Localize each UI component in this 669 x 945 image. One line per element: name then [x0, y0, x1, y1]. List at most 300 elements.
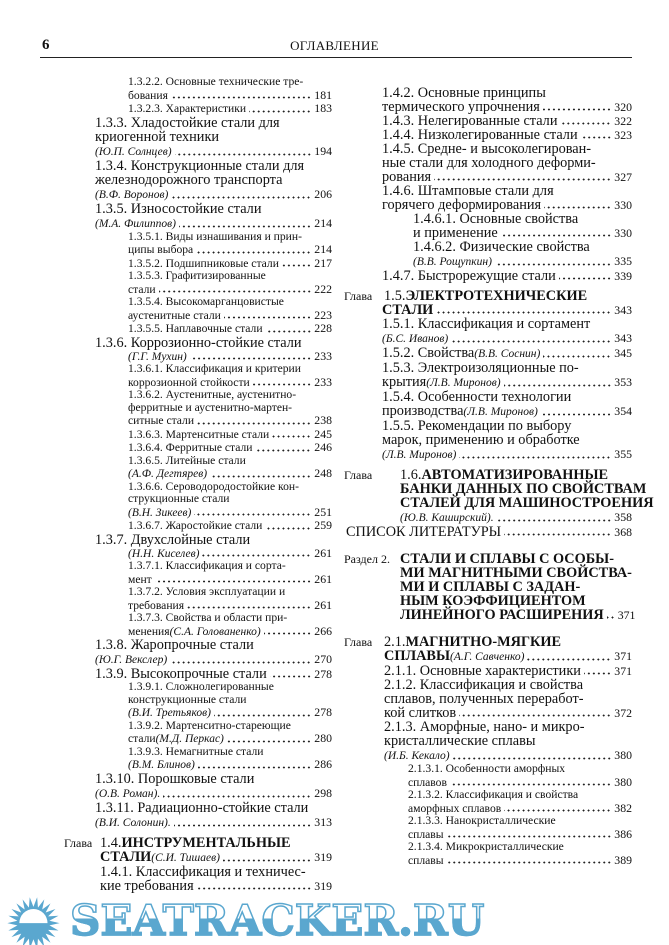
toc-entry-line	[340, 114, 632, 128]
toc-entry-line	[60, 376, 332, 390]
entry-title: крытия	[382, 374, 427, 390]
page-ref: 313	[314, 814, 332, 829]
page-ref: 339	[614, 269, 632, 283]
entry-title: 1.3.5. Износостойкие стали	[95, 200, 262, 217]
entry-title: кие требования	[100, 877, 194, 894]
entry-title: производства	[382, 403, 464, 419]
toc-text-line	[60, 402, 332, 415]
chapter-label: Глава	[344, 468, 373, 482]
toc-entry-line	[60, 187, 332, 202]
toc-entry-line	[340, 802, 632, 816]
dot-leader	[170, 661, 311, 664]
chapter-label: Раздел 2.	[344, 552, 390, 566]
toc-entry-line	[340, 346, 632, 361]
page-ref: 270	[314, 652, 332, 666]
page-ref: 322	[614, 114, 632, 128]
page-ref: 380	[614, 774, 632, 789]
entry-title: 1.3.7.1. Классификация и сорта-	[128, 559, 286, 572]
page-ref: 386	[614, 826, 632, 841]
entry-title: 1.4.2. Основные принципы	[382, 85, 546, 101]
page-ref: 228	[314, 321, 332, 335]
page-ref: 251	[314, 504, 332, 519]
toc-text-line	[340, 142, 632, 156]
page-ref: 259	[314, 518, 332, 532]
dot-leader	[544, 206, 611, 209]
dot-leader	[447, 861, 612, 864]
toc-text-line	[60, 694, 332, 707]
page-ref: 217	[314, 255, 332, 270]
toc-text-line	[340, 552, 632, 566]
toc-entry-line	[60, 599, 332, 613]
entry-author: (М.Д. Перкас)	[155, 733, 224, 745]
entry-title: стали	[128, 282, 156, 296]
page-ref: 353	[614, 375, 632, 389]
dot-leader	[270, 675, 312, 678]
entry-title: ные стали для холодного деформи-	[382, 155, 596, 171]
entry-title: сплавов, полученных переработ-	[384, 691, 584, 707]
toc-text-line	[340, 481, 647, 497]
toc-text-line	[340, 720, 632, 734]
entry-author: (Л.В. Миронов)	[382, 449, 457, 461]
toc-entry-line	[340, 170, 632, 184]
sun-rays	[7, 897, 59, 945]
entry-title: сплавы	[408, 853, 444, 867]
toc-entry-line	[340, 447, 632, 462]
entry-author: (В.В. Рощупкин)	[413, 256, 492, 268]
dot-leader	[504, 809, 611, 812]
entry-title: 2.1.2. Классификация и свойства	[384, 677, 584, 693]
page-ref: 206	[314, 186, 332, 201]
entry-title: 1.3.6.3. Мартенситные стали	[128, 427, 270, 441]
entry-title: кристаллические сплавы	[384, 733, 536, 749]
toc-entry-line	[60, 625, 332, 639]
page-ref: 327	[614, 170, 632, 184]
toc-entry-line	[60, 506, 332, 520]
toc-entry-line	[60, 322, 332, 336]
toc-text-line	[60, 336, 332, 350]
toc-text-line	[60, 270, 332, 283]
entry-author: (В.И. Третьяков)	[128, 707, 211, 719]
toc-text-line	[340, 841, 632, 854]
page-ref: 278	[314, 705, 332, 719]
dot-leader	[187, 606, 311, 609]
page-ref: 330	[614, 226, 632, 240]
entry-title: горячего деформирования	[382, 197, 542, 213]
toc-entry-line	[340, 331, 632, 346]
entry-title: 1.3.5.4. Высокомарганцовистые	[128, 295, 284, 308]
entry-title: 2.1.3.2. Классификация и свойства	[408, 788, 579, 801]
entry-title: менения	[128, 624, 170, 638]
page-ref: 358	[614, 510, 632, 524]
dot-leader	[459, 714, 611, 717]
entry-title: аустенитные стали	[128, 308, 221, 322]
toc-entry-line	[340, 375, 632, 390]
page-ref: 181	[314, 87, 332, 102]
page-ref: 222	[314, 281, 332, 296]
entry-title-bold: ЛИНЕЙНОГО РАСШИРЕНИЯ	[400, 607, 604, 623]
toc-entry-line	[340, 510, 632, 525]
dot-leader	[266, 330, 312, 333]
dot-leader	[249, 110, 311, 113]
entry-title: 1.5.1. Классификация и сортамент	[382, 316, 591, 332]
entry-title: марок, применению и обработке	[382, 432, 580, 448]
toc-text-line	[60, 173, 332, 187]
toc-text-line	[60, 493, 332, 506]
entry-title: 1.5.5. Рекомендации по выбору	[382, 418, 572, 434]
toc-entry-line	[60, 216, 332, 231]
dot-leader	[194, 513, 311, 516]
entry-title: 2.1.3.3. Нанокристаллические	[408, 814, 556, 827]
entry-title: 1.3.5.1. Виды изнашивания и прин-	[128, 229, 302, 243]
toc-left-column	[60, 76, 332, 893]
toc-text-line	[340, 419, 632, 433]
toc-text-line	[340, 763, 632, 776]
toc-entry-line	[60, 309, 332, 323]
toc-entry-line	[60, 102, 332, 116]
toc-text-line	[60, 836, 332, 850]
toc-entry-line	[60, 467, 332, 481]
entry-title: криогенной техники	[95, 128, 220, 145]
page-ref: 246	[314, 440, 332, 454]
toc-entry-line	[60, 573, 332, 587]
dot-leader	[202, 554, 311, 557]
watermark-text: SEATRACKER.RU	[70, 896, 485, 945]
entry-title-bold: МИ МАГНИТНЫМИ СВОЙСТВА-	[400, 565, 632, 581]
toc-text-line	[340, 289, 632, 303]
toc-entry-line	[340, 664, 632, 678]
page-ref: 280	[314, 731, 332, 745]
dot-leader	[265, 527, 311, 530]
entry-author: (С.И. Тишаев)	[151, 851, 220, 864]
entry-title: 2.1.1. Основные характеристики	[384, 663, 581, 679]
toc-entry-line	[60, 732, 332, 746]
entry-title: 1.4.3. Нелегированные стали	[382, 113, 558, 129]
dot-leader	[196, 251, 311, 254]
toc-text-line	[60, 455, 332, 468]
entry-title: 1.3.11. Радиационно-стойкие стали	[95, 799, 309, 816]
toc-text-line	[340, 566, 632, 580]
dot-leader	[175, 153, 312, 156]
toc-entry-line	[340, 254, 632, 269]
toc-entry-line	[60, 815, 332, 830]
dot-leader	[174, 824, 312, 827]
dot-leader	[159, 290, 312, 293]
toc-text-line	[340, 692, 632, 706]
entry-author: (С.А. Голованенко)	[169, 625, 261, 638]
page-ref: 354	[614, 404, 632, 418]
page-ref: 233	[314, 348, 332, 363]
entry-title: 1.3.5.2. Подшипниковые стали	[128, 256, 279, 270]
entry-title: железнодорожного транспорта	[95, 171, 283, 188]
entry-title-bold: СТАЛИ И СПЛАВЫ С ОСОБЫ-	[400, 551, 614, 567]
entry-title-bold: ЭЛЕКТРОТЕХНИЧЕСКИЕ	[405, 288, 588, 304]
toc-entry-line	[60, 89, 332, 103]
dot-leader	[282, 264, 311, 267]
toc-text-line	[60, 746, 332, 759]
page-ref: 343	[614, 303, 632, 317]
entry-title: кой слитков	[384, 705, 457, 721]
dot-leader	[255, 449, 311, 452]
chapter-label: Глава	[64, 835, 93, 850]
page-ref: 233	[314, 374, 332, 389]
entry-title: 1.3.2.3. Характеристики	[128, 102, 247, 115]
toc-entry-line	[60, 441, 332, 455]
dot-leader	[543, 355, 611, 358]
toc-entry-line	[340, 100, 632, 114]
entry-author: (Ю.Г. Векслер)	[95, 654, 168, 666]
toc-entry-line	[60, 850, 332, 865]
entry-title: 1.5.3. Электроизоляционные по-	[382, 360, 579, 376]
toc-entry-line	[340, 748, 632, 763]
page-ref: 319	[314, 878, 332, 893]
toc-entry-line	[340, 776, 632, 790]
toc-entry-line	[60, 257, 332, 271]
page-ref: 261	[314, 545, 332, 560]
page-ref: 278	[314, 667, 332, 681]
toc-text-line	[340, 789, 632, 802]
toc-text-line	[340, 156, 632, 170]
toc-text-line	[60, 772, 332, 786]
toc-entry-line	[60, 144, 332, 159]
toc-text-line	[60, 681, 332, 694]
toc-entry-line	[340, 269, 632, 283]
page-ref: 371	[614, 664, 632, 678]
dot-leader	[501, 234, 612, 237]
page-ref: 298	[314, 785, 332, 800]
page-ref: 372	[614, 706, 632, 720]
page-ref: 371	[614, 649, 632, 663]
dot-leader	[584, 672, 611, 675]
page-ref: 355	[614, 447, 632, 461]
entry-author: (В.Н. Зикеев)	[128, 506, 192, 519]
page-ref: 380	[614, 748, 632, 762]
entry-author: (Н.Н. Киселев)	[128, 547, 200, 560]
dot-leader	[179, 225, 311, 228]
dot-leader	[224, 316, 311, 319]
entry-title: 1.3.9.2. Мартенситно-стареющие	[128, 718, 291, 732]
entry-title-bold: МАГНИТНО-МЯГКИЕ	[405, 634, 562, 650]
toc-text-line	[60, 865, 332, 879]
dot-leader	[155, 580, 312, 583]
entry-author: (М.А. Филиппов)	[95, 217, 176, 230]
dot-leader	[527, 658, 611, 661]
entry-title-bold: МИ И СПЛАВЫ С ЗАДАН-	[400, 579, 581, 595]
toc-entry-line	[340, 854, 632, 868]
toc-text-line	[340, 594, 632, 608]
toc-text-line	[60, 76, 332, 89]
entry-title: 1.5.	[384, 288, 406, 304]
page-ref: 238	[314, 413, 332, 427]
entry-author: (Г.Г. Мухин)	[128, 350, 187, 363]
page-ref: 343	[614, 331, 632, 345]
page-number: 6	[42, 37, 50, 53]
entry-title: 1.3.6.7. Жаростойкие стали	[128, 519, 263, 532]
dot-leader	[497, 519, 612, 522]
entry-title-bold: СТАЛИ	[100, 848, 152, 865]
toc-entry-line	[340, 706, 632, 720]
entry-author: (И.Б. Кекало)	[384, 750, 450, 762]
entry-title: 1.5.4. Особенности технологии	[382, 389, 572, 405]
page-ref: 261	[314, 597, 332, 612]
toc-text-line	[340, 678, 632, 692]
entry-title: 1.3.10. Порошковые стали	[95, 770, 255, 787]
page-ref: 248	[314, 466, 332, 480]
dot-leader	[453, 757, 612, 760]
page-ref: 371	[617, 608, 636, 622]
sun-logo-icon	[6, 897, 64, 945]
entry-title: 1.3.6.4. Ферритные стали	[128, 441, 253, 454]
page-ref: 389	[614, 852, 632, 867]
toc-text-line	[340, 635, 632, 649]
dot-leader	[163, 795, 311, 798]
entry-title: требования	[128, 598, 185, 612]
dot-leader	[559, 277, 612, 280]
entry-title: 2.1.3.1. Особенности аморфных	[408, 762, 566, 775]
page-ref: 320	[614, 100, 632, 114]
toc-text-line	[60, 231, 332, 244]
entry-title: 1.4.6. Штамповые стали для	[382, 183, 554, 199]
entry-author: (Ю.П. Солнцев)	[95, 145, 172, 158]
toc-text-line	[340, 390, 632, 404]
entry-title: 1.4.4. Низколегированные стали	[382, 127, 578, 143]
page-ref: 286	[314, 757, 332, 771]
toc-entry-line	[60, 652, 332, 667]
entry-title: 1.3.3. Хладостойкие стали для	[95, 114, 280, 131]
entry-title: 1.4.	[100, 834, 122, 851]
entry-title: 1.3.4. Конструкционные стали для	[95, 157, 305, 174]
toc-text-line	[60, 720, 332, 733]
entry-author: (Л.В. Миронов)	[463, 406, 538, 418]
toc-entry-line	[340, 226, 632, 240]
entry-title: 1.3.9.3. Немагнитные стали	[128, 744, 264, 758]
dot-leader	[543, 108, 611, 111]
entry-title: бования	[128, 88, 168, 102]
entry-author: (А.Ф. Дегтярев)	[128, 468, 208, 480]
entry-title: 1.3.5.3. Графитизированные	[128, 269, 266, 282]
dot-leader	[607, 616, 615, 619]
dot-leader	[451, 340, 611, 343]
dot-leader	[197, 887, 312, 890]
toc-text-line	[60, 586, 332, 599]
dot-leader	[253, 383, 312, 386]
entry-title-bold: СПЛАВЫ	[384, 648, 450, 664]
entry-title: ситные стали	[128, 414, 195, 427]
dot-leader	[504, 533, 611, 536]
page-ref: 382	[614, 800, 632, 815]
toc-text-line	[60, 130, 332, 144]
entry-title: ципы выбора	[128, 243, 194, 256]
entry-title-bold: АВТОМАТИЗИРОВАННЫЕ	[421, 467, 609, 483]
dot-leader	[447, 835, 612, 838]
entry-title: 1.6.	[400, 467, 422, 483]
page-ref: 214	[314, 242, 332, 256]
entry-title: конструкционные стали	[128, 692, 247, 706]
entry-title: 1.3.7.2. Условия эксплуатации и	[128, 585, 286, 598]
entry-title: 1.3.5.5. Наплавочные стали	[128, 322, 263, 335]
toc-entry-line	[60, 879, 332, 893]
entry-title: СПИСОК ЛИТЕРАТУРЫ	[346, 524, 502, 540]
dot-leader	[541, 413, 612, 416]
toc-entry-line	[60, 758, 332, 772]
dot-leader	[434, 178, 611, 181]
entry-author: (В.И. Солонин).	[95, 816, 171, 829]
dot-leader	[210, 475, 311, 478]
dot-leader	[171, 96, 311, 99]
toc-text-line	[60, 801, 332, 815]
dot-leader	[264, 632, 312, 635]
entry-author: (В.В. Соснин)	[474, 348, 541, 360]
entry-title-bold: НЫМ КОЭФФИЦИЕНТОМ	[400, 593, 586, 609]
toc-text-line	[340, 240, 632, 254]
entry-author: (А.Г. Савченко)	[450, 651, 525, 663]
page-ref: 266	[314, 623, 332, 638]
dot-leader	[190, 357, 312, 360]
dot-leader	[227, 740, 311, 743]
page-ref: 323	[614, 128, 632, 142]
entry-title: аморфных сплавов	[408, 801, 502, 815]
entry-title: 1.3.6.1. Классификация и критерии	[128, 362, 301, 375]
toc-text-line	[340, 184, 632, 198]
toc-entry-line	[340, 649, 632, 664]
entry-title-bold: СТАЛЕЙ ДЛЯ МАШИНОСТРОЕНИЯ	[400, 495, 654, 511]
page-ref: 368	[614, 525, 632, 539]
dot-leader	[560, 122, 611, 125]
entry-title: 2.1.3. Аморфные, нано- и микро-	[384, 719, 585, 735]
dot-leader	[495, 263, 611, 266]
entry-title: 1.3.9. Высокопрочные стали	[95, 666, 267, 682]
toc-text-line	[340, 212, 632, 226]
entry-author: (Л.В. Миронов)	[426, 377, 501, 389]
entry-title: струкционные стали	[128, 492, 230, 505]
dot-leader	[459, 456, 611, 459]
entry-title: и применение	[413, 225, 498, 241]
dot-leader	[198, 766, 311, 769]
toc-entry-line	[60, 667, 332, 681]
toc-entry-line	[60, 350, 332, 364]
toc-entry-line	[60, 547, 332, 561]
toc-entry-line	[60, 519, 332, 533]
running-header-title: ОГЛАВЛЕНИЕ	[290, 38, 379, 53]
toc-text-line	[340, 734, 632, 748]
page-ref: 261	[314, 571, 332, 586]
toc-text-line	[60, 116, 332, 130]
entry-title: 1.5.2. Свойства	[382, 345, 475, 361]
entry-title: сплавы	[408, 827, 444, 841]
toc-text-line	[340, 86, 632, 100]
entry-title-bold: БАНКИ ДАННЫХ ПО СВОЙСТВАМ	[400, 481, 647, 497]
entry-title: 1.3.7.3. Свойства и области при-	[128, 611, 288, 624]
toc-text-line	[60, 389, 332, 402]
page-ref: 345	[614, 346, 632, 360]
toc-text-line	[60, 296, 332, 309]
toc-entry-line	[60, 283, 332, 297]
toc-text-line	[340, 580, 632, 594]
toc-entry-line	[60, 243, 332, 257]
entry-title: 1.3.9.1. Сложнолегированные	[128, 680, 274, 693]
toc-entry-line	[60, 706, 332, 720]
dot-leader	[171, 196, 311, 199]
header-rule	[40, 57, 632, 58]
watermark	[0, 897, 669, 945]
page-ref: 330	[614, 198, 632, 212]
entry-title: стали	[128, 732, 156, 745]
page-ref: 214	[314, 215, 332, 230]
toc-text-line	[60, 363, 332, 376]
toc-entry-line	[60, 414, 332, 428]
toc-text-line	[60, 560, 332, 573]
entry-title: 1.3.6.6. Сероводородостойкие кон-	[128, 479, 299, 493]
toc-entry-line	[340, 607, 636, 623]
